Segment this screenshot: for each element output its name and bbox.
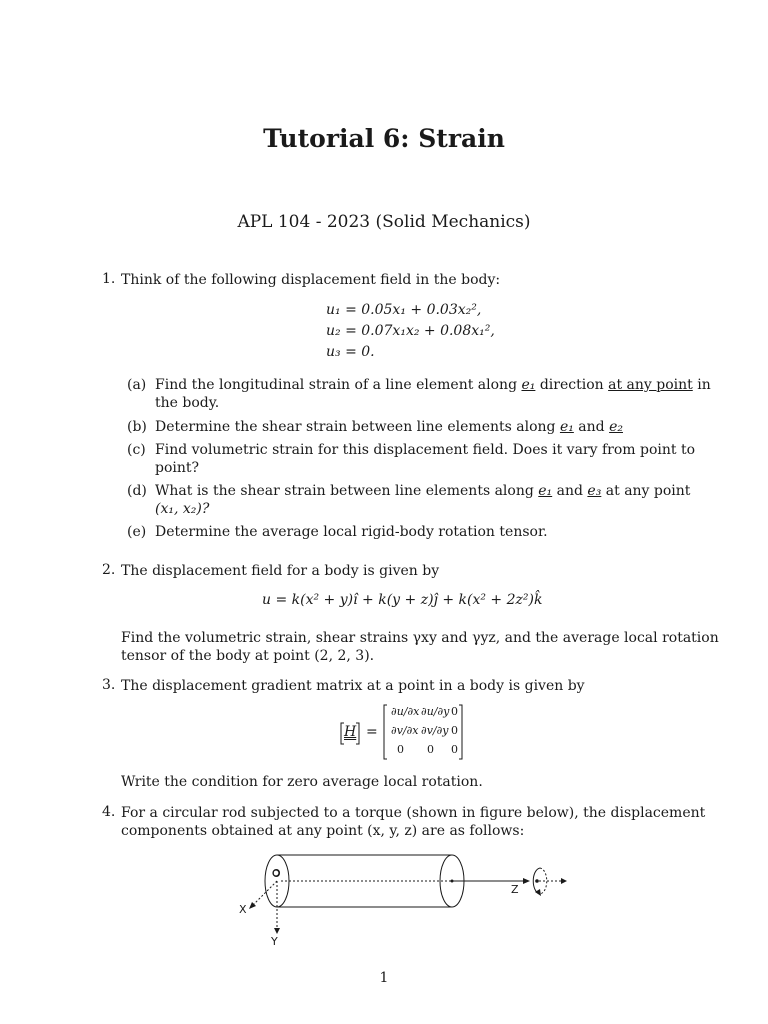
q4-figure <box>235 850 575 950</box>
q1a-line2: the body. <box>155 395 220 411</box>
fig-y-label: Y <box>271 935 278 948</box>
q1a-text-a: Find the longitudinal strain of a line element along <box>155 377 518 393</box>
rod-diagram <box>235 850 575 950</box>
q2-number: 2. <box>102 562 116 578</box>
q1-eq-2: u₂ = 0.07x₁x₂ + 0.08x₁², <box>326 323 495 339</box>
q3-m22: 0 <box>451 743 458 756</box>
q1b-e2: e₂ <box>609 419 623 435</box>
q3-m01: ∂u/∂y <box>421 705 450 718</box>
q1c-label: (c) <box>127 442 146 458</box>
q1c-line2: point? <box>155 460 200 476</box>
q1d-e1: e₁ <box>538 483 553 499</box>
q3-m20: 0 <box>397 743 404 756</box>
q3-number: 3. <box>102 677 116 693</box>
q1-text: Think of the following displacement field in the body: <box>121 272 501 288</box>
q1-eq-3: u₃ = 0. <box>326 344 375 360</box>
q3-lhs <box>340 722 360 744</box>
q1c-line1: Find volumetric strain for this displacement field. Does it vary from point to <box>155 442 696 458</box>
q3-m10: ∂v/∂x <box>391 724 419 737</box>
q3-m02: 0 <box>451 705 458 718</box>
q1d-label: (d) <box>127 483 147 499</box>
q1a-text-d: in <box>697 377 711 393</box>
fig-origin-label: O <box>272 867 281 880</box>
q1a-text-c: at any point <box>608 377 693 393</box>
q2-text: The displacement field for a body is given by <box>121 563 440 579</box>
q1a-label: (a) <box>127 377 147 393</box>
q2-after-line2: tensor of the body at point (2, 2, 3). <box>121 648 375 664</box>
q4-number: 4. <box>102 804 116 820</box>
q1d-text: What is the shear strain between line elements along <box>155 483 534 499</box>
q1b-and: and <box>578 419 605 435</box>
page-number: 1 <box>379 970 389 986</box>
q3-m21: 0 <box>427 743 434 756</box>
q3-m11: ∂v/∂y <box>421 724 449 737</box>
q3-m00: ∂u/∂x <box>391 705 420 718</box>
q3-text: The displacement gradient matrix at a point in a body is given by <box>121 678 585 694</box>
q1a-e1: e₁ <box>521 377 536 393</box>
q3-m12: 0 <box>451 724 458 737</box>
q1b-e1: e₁ <box>559 419 574 435</box>
fig-z-label: Z <box>511 883 519 896</box>
q1d-line1 <box>155 482 690 500</box>
q2-after-line1: Find the volumetric strain, shear strains γxy and γyz, and the average local rotation <box>121 630 719 646</box>
course-subtitle: APL 104 - 2023 (Solid Mechanics) <box>237 212 531 232</box>
q1e-line1: Determine the average local rigid-body rotation tensor. <box>155 524 548 540</box>
q1-number: 1. <box>102 271 116 287</box>
q1a-line1 <box>155 376 711 394</box>
q1d-line2: (x₁, x₂)? <box>155 501 210 517</box>
q1b-text: Determine the shear strain between line elements along <box>155 419 556 435</box>
q3-after: Write the condition for zero average local rotation. <box>121 774 483 790</box>
q4-line1: For a circular rod subjected to a torque (shown in figure below), the displacement <box>121 805 706 821</box>
q1d-text-end: at any point <box>605 483 691 499</box>
q1b-label: (b) <box>127 419 147 435</box>
q3-matrix <box>383 704 463 760</box>
q1b-line1 <box>155 418 623 436</box>
q1a-text-b: direction <box>539 377 604 393</box>
q4-line2: components obtained at any point (x, y, z) are as follows: <box>121 823 525 839</box>
q1d-e3: e₃ <box>587 483 602 499</box>
fig-x-label: X <box>239 903 247 916</box>
q1d-and: and <box>556 483 583 499</box>
q3-equals: = <box>366 724 378 740</box>
q1-eq-1: u₁ = 0.05x₁ + 0.03x₂², <box>326 302 482 318</box>
page-title: Tutorial 6: Strain <box>263 124 505 153</box>
q1e-label: (e) <box>127 524 147 540</box>
q3-lhs-h: H <box>344 724 357 740</box>
q2-equation: u = k(x² + y)î + k(y + z)ĵ + k(x² + 2z²)k̂ <box>262 592 543 608</box>
